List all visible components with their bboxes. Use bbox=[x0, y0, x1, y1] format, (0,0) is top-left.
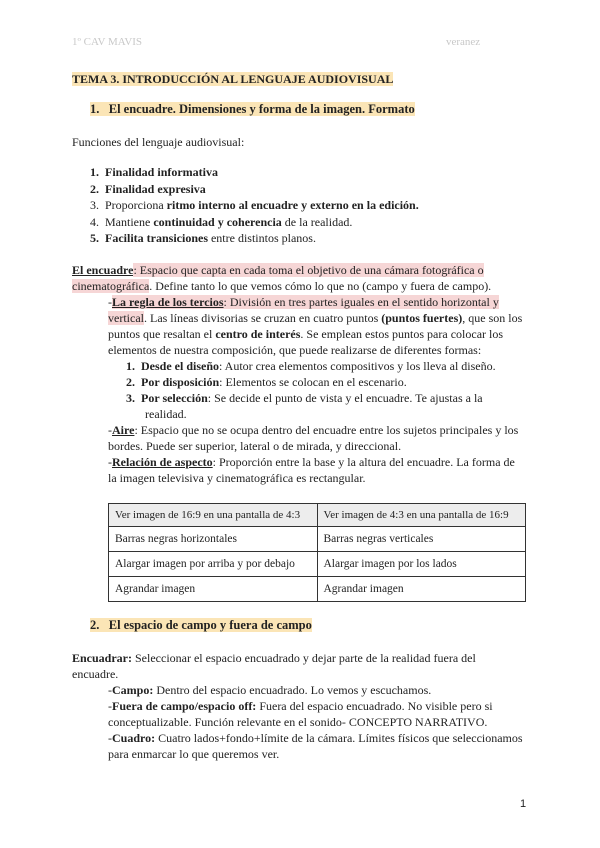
table-header-cell: Ver imagen de 16:9 en una pantalla de 4:3 bbox=[109, 504, 318, 527]
list-item: 3. Por selección: Se decide el punto de vista y el encuadre. Te ajustas a la bbox=[126, 391, 483, 405]
table-cell: Agrandar imagen bbox=[317, 577, 526, 602]
table-cell: Agrandar imagen bbox=[109, 577, 318, 602]
section1-heading: 1. El encuadre. Dimensiones y forma de la imagen. Formato bbox=[90, 102, 415, 116]
aire-block: -Aire: Espacio que no se ocupa dentro del encuadre entre los sujetos principales y los bordes. Puede ser superior, lateral o de mirada, y direccional. bbox=[108, 423, 519, 453]
table-row bbox=[109, 552, 526, 577]
table-cell: Alargar imagen por arriba y por debajo bbox=[109, 552, 318, 577]
tercios-block: -La regla de los tercios: División en tres partes iguales en el sentido horizontal y vertical. Las líneas divisorias se cruzan en cuatro puntos (puntos fuertes), que son los puntos que resaltan el centro de interés. Se emplean estos puntos para colocar los elementos de nuestra composición, que puede realizarse de diferentes formas: bbox=[108, 295, 523, 357]
encuadre-line-1: El encuadre: Espacio que capta en cada toma el objetivo de una cámara fotográfica o bbox=[72, 263, 484, 277]
list-item: 2. Finalidad expresiva bbox=[90, 181, 206, 196]
funciones-list bbox=[90, 164, 419, 247]
list-item: 1. Desde el diseño: Autor crea elementos compositivos y los lleva al diseño. bbox=[126, 359, 496, 373]
encuadrar-line-2: encuadre. bbox=[72, 667, 119, 681]
page-number: 1 bbox=[520, 798, 527, 810]
list-item: 2. Por disposición: Elementos se colocan en el escenario. bbox=[126, 375, 407, 389]
table-cell: Barras negras horizontales bbox=[109, 527, 318, 552]
table-row bbox=[109, 577, 526, 602]
encuadrar-line-1: Encuadrar: Seleccionar el espacio encuadrado y dejar parte de la realidad fuera del bbox=[72, 651, 476, 665]
table-row bbox=[109, 527, 526, 552]
page-title: TEMA 3. INTRODUCCIÓN AL LENGUAJE AUDIOVISUAL bbox=[72, 72, 394, 86]
list-item-cont: realidad. bbox=[145, 407, 187, 421]
table-header-cell: Ver imagen de 4:3 en una pantalla de 16:9 bbox=[317, 504, 526, 527]
fuera-line-1: -Fuera de campo/espacio off: Fuera del espacio encuadrado. No visible pero si bbox=[108, 699, 493, 713]
formas-list bbox=[126, 358, 496, 422]
funciones-intro: Funciones del lenguaje audiovisual: bbox=[72, 135, 245, 149]
fuera-line-2: conceptualizable. Función relevante en el sonido- CONCEPTO NARRATIVO. bbox=[108, 715, 488, 729]
aspecto-block: -Relación de aspecto: Proporción entre la base y la altura del encuadre. La forma de la imagen televisiva y cinematográfica es rectangular. bbox=[108, 455, 515, 485]
table-cell: Barras negras verticales bbox=[317, 527, 526, 552]
table-header-row bbox=[109, 504, 526, 527]
list-item: 5. Facilita transiciones entre distintos planos. bbox=[90, 231, 316, 245]
header-author: veranez bbox=[446, 36, 481, 48]
campo-line: -Campo: Dentro del espacio encuadrado. Lo vemos y escuchamos. bbox=[108, 683, 432, 697]
aspect-ratio-table bbox=[108, 503, 526, 602]
campo-block bbox=[108, 682, 523, 762]
encuadre-line-2: cinematográfica. Define tanto lo que vemos cómo lo que no (campo y fuera de campo). bbox=[72, 279, 492, 293]
header-course: 1º CAV MAVIS bbox=[72, 36, 143, 48]
list-item: 4. Mantiene continuidad y coherencia de la realidad. bbox=[90, 214, 353, 229]
list-item: 3. Proporciona ritmo interno al encuadre y externo en la edición. bbox=[90, 198, 419, 212]
cuadro-line-1: -Cuadro: Cuatro lados+fondo+límite de la cámara. Límites físicos que seleccionamos bbox=[108, 731, 523, 745]
table-cell: Alargar imagen por los lados bbox=[317, 552, 526, 577]
cuadro-line-2: para enmarcar lo que queremos ver. bbox=[108, 747, 280, 761]
list-item: 1. Finalidad informativa bbox=[90, 165, 219, 179]
section2-heading: 2. El espacio de campo y fuera de campo bbox=[90, 618, 312, 632]
